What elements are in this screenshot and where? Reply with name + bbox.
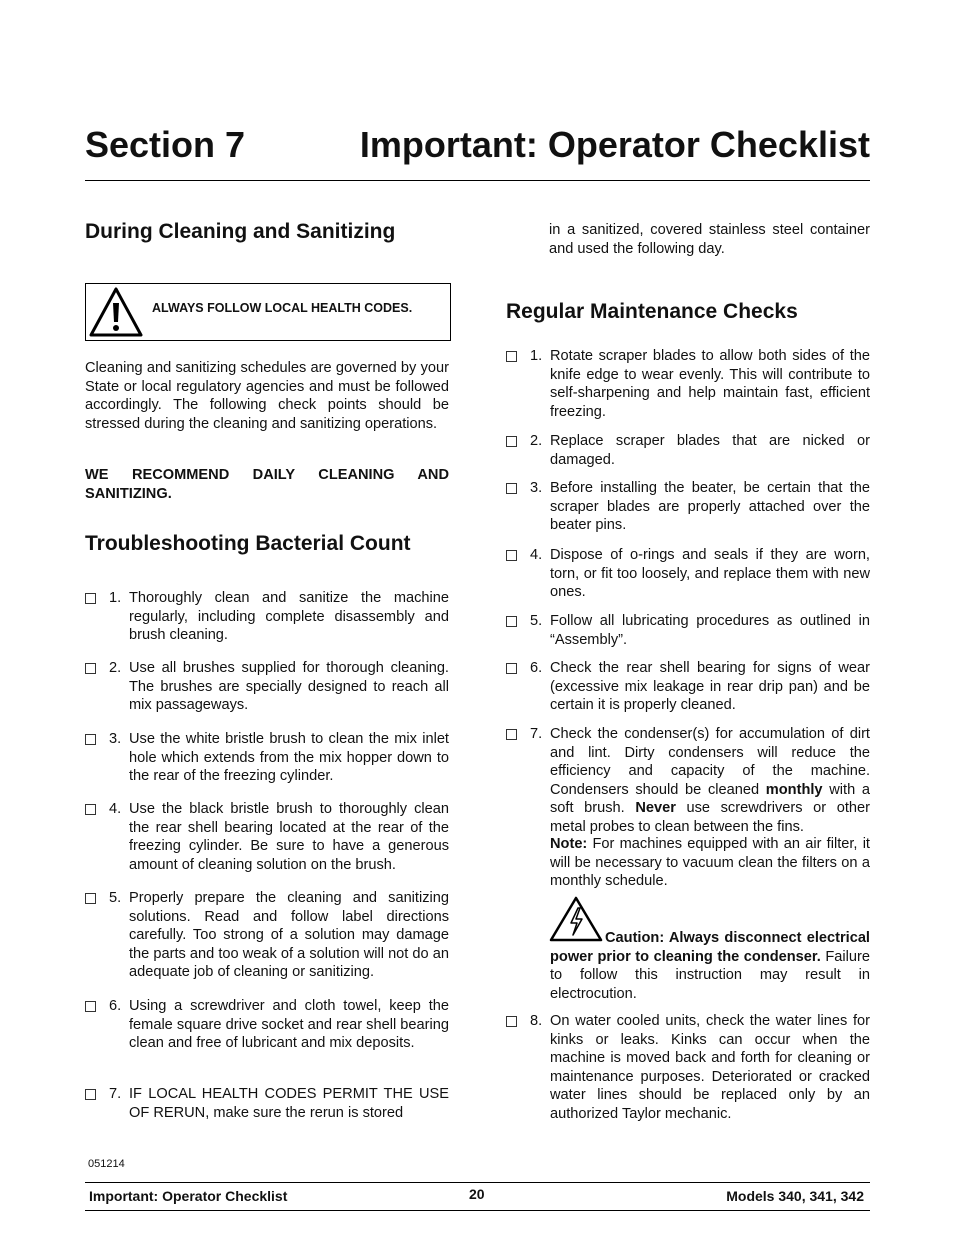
list-item: [85, 889, 449, 982]
item-text: Using a screwdriver and cloth towel, keep the female square drive socket and rear shell bearing clean and free of lubricant and mix deposits.: [129, 998, 449, 1051]
section-heading: [85, 124, 870, 168]
maintenance-heading: Regular Maintenance Checks: [506, 300, 798, 323]
item-number: 3.: [530, 480, 543, 496]
recommend-text: WE RECOMMEND DAILY CLEANING AND SANITIZING.: [85, 467, 449, 502]
item-number: 1.: [530, 348, 543, 364]
title-divider: [85, 180, 870, 181]
page-number: 20: [469, 1186, 485, 1202]
footer-divider-bottom: [85, 1210, 870, 1211]
item-number: 6.: [530, 660, 543, 676]
checkbox[interactable]: [85, 1089, 96, 1100]
item-text: Follow all lubricating procedures as outlined in “Assembly”.: [550, 613, 870, 648]
cleaning-heading: During Cleaning and Sanitizing: [85, 220, 396, 243]
checkbox[interactable]: [506, 616, 517, 627]
checkbox[interactable]: [85, 593, 96, 604]
checkbox[interactable]: [85, 663, 96, 674]
list-item: [85, 659, 449, 715]
document-code: 051214: [88, 1158, 125, 1170]
list-item: [506, 1012, 870, 1124]
emphasis-monthly: monthly: [765, 781, 823, 798]
continuation-text: in a sanitized, covered stainless steel container and used the following day.: [549, 222, 870, 257]
checkbox[interactable]: [506, 550, 517, 561]
condenser-text: use screwdrivers or other metal probes to clean between the fins.: [550, 800, 870, 835]
item-text: Use the white bristle brush to clean the mix inlet hole which extends from the mix hopper down to the rear of the freezing cylinder.: [129, 731, 449, 784]
bacterial-heading: Troubleshooting Bacterial Count: [85, 532, 411, 555]
item-text: Check the rear shell bearing for signs of wear (excessive mix leakage in rear drip pan) and be certain it is properly cleaned.: [550, 660, 870, 713]
air-filter-note: [550, 835, 870, 891]
footer-chapter: Important: Operator Checklist: [89, 1188, 288, 1204]
caution-body: Failure to follow this instruction may result in electrocution.: [550, 948, 870, 1002]
caution-label: Caution: Always disconnect electrical power prior to cleaning the condenser.: [550, 930, 870, 965]
cleaning-paragraph: Cleaning and sanitizing schedules are governed by your State or local regulatory agencies and must be followed accordingly. The following check points should be stressed during the cleaning and sanitizing operations.: [85, 360, 449, 432]
item-text: IF LOCAL HEALTH CODES PERMIT THE USE OF RERUN, make sure the rerun is stored: [129, 1086, 449, 1121]
item-number: 2.: [109, 660, 122, 676]
item-number: 6.: [109, 998, 122, 1014]
section-title: Important: Operator Checklist: [359, 124, 870, 165]
item-number: 3.: [109, 731, 122, 747]
emphasis-never: Never: [635, 800, 676, 816]
checkbox[interactable]: [85, 804, 96, 815]
item-text: Replace scraper blades that are nicked or damaged.: [550, 433, 870, 468]
item-number: 5.: [530, 613, 543, 629]
item-text: On water cooled units, check the water lines for kinks or leaks. Kinks can occur when the machine is moved back and forth for cleaning or maintenance purposes. Deteriorated or cracked water lines should be replaced only by an authorized Taylor mechanic.: [550, 1013, 870, 1122]
list-item: [506, 546, 870, 602]
list-item: [506, 347, 870, 422]
item-number: 7.: [530, 726, 543, 742]
item-number: 4.: [109, 801, 122, 817]
list-item: [506, 659, 870, 715]
item-text: Use the black bristle brush to thoroughly clean the rear shell bearing located at the rear of the freezing cylinder. Be sure to have a generous amount of cleaning solution on the brush.: [129, 801, 449, 873]
item-text: Before installing the beater, be certain that the scraper blades are properly attached over the beater pins.: [550, 480, 870, 533]
item-text: Dispose of o-rings and seals if they are worn, torn, or fit too loosely, and replace them with new ones.: [550, 547, 870, 600]
checkbox[interactable]: [85, 1001, 96, 1012]
item-number: 5.: [109, 890, 122, 906]
item-number: 8.: [530, 1013, 543, 1029]
note-label: Note:: [550, 836, 588, 852]
health-code-warning: [85, 283, 451, 341]
list-item: [85, 730, 449, 786]
footer-divider-top: [85, 1182, 870, 1183]
list-item: [85, 800, 449, 875]
item-text: Thoroughly clean and sanitize the machine regularly, including complete disassembly and brush cleaning.: [129, 590, 449, 643]
item-text: Rotate scraper blades to allow both sides of the knife edge to wear evenly. This will contribute to self-sharpening and help maintain fast, efficient freezing.: [550, 348, 870, 420]
condenser-text: Check the condenser(s) for accumulation of dirt and lint. Dirty condensers will reduce the efficiency and capacity of the machine. Condensers should be cleaned: [550, 726, 870, 798]
footer-models: Models 340, 341, 342: [726, 1188, 864, 1204]
checkbox[interactable]: [506, 1016, 517, 1027]
item-number: 7.: [109, 1086, 122, 1102]
item-text: Use all brushes supplied for thorough cleaning. The brushes are specially designed to reach all mix passageways.: [129, 660, 449, 713]
checkbox[interactable]: [506, 729, 517, 740]
list-item: [506, 612, 870, 650]
checkbox[interactable]: [506, 351, 517, 362]
condenser-text: with a soft brush.: [550, 781, 870, 816]
list-item: [506, 432, 870, 470]
section-number: Section 7: [85, 124, 246, 165]
item-number: 1.: [109, 590, 122, 606]
checkbox[interactable]: [506, 436, 517, 447]
caution-text: [550, 929, 870, 1003]
checkbox[interactable]: [85, 734, 96, 745]
checkbox[interactable]: [85, 893, 96, 904]
checkbox[interactable]: [506, 663, 517, 674]
item-text: Properly prepare the cleaning and sanitizing solutions. Read and follow label directions carefully. Too strong of a solution may damage the parts and too weak of a solution will not do an adequate job of cleaning or sanitizing.: [129, 890, 449, 980]
item-number: 2.: [530, 433, 543, 449]
condenser-instructions: [550, 725, 870, 836]
list-item: [85, 1085, 449, 1123]
item-number: 4.: [530, 547, 543, 563]
note-text: For machines equipped with an air filter, it will be necessary to vacuum clean the filters on a monthly schedule.: [550, 836, 870, 889]
warning-text: ALWAYS FOLLOW LOCAL HEALTH CODES.: [152, 301, 413, 315]
warning-triangle-icon: [88, 286, 144, 338]
list-item: [85, 589, 449, 645]
list-item: [85, 997, 449, 1072]
list-item: [506, 479, 870, 535]
checkbox[interactable]: [506, 483, 517, 494]
